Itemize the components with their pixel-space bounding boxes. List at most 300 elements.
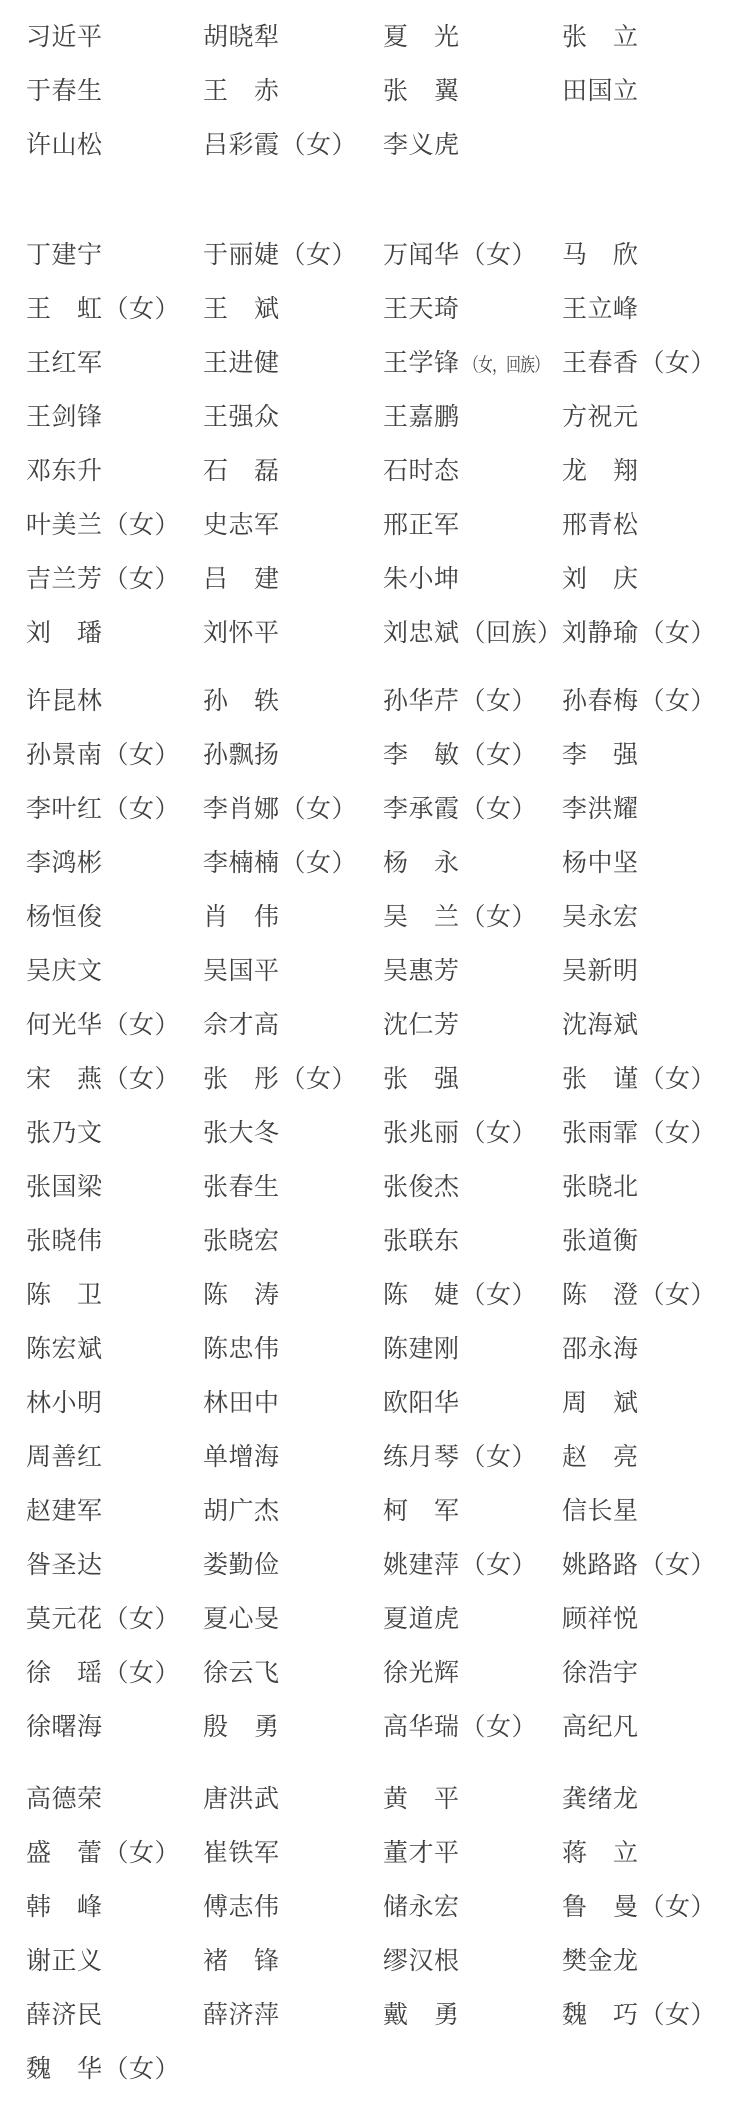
name-cell (203, 1013, 383, 1038)
name-cell (26, 1391, 203, 1416)
name-cell (562, 2003, 750, 2028)
name-cell (203, 459, 383, 484)
person-name: 吴永宏 (562, 903, 639, 931)
name-cell (26, 797, 203, 822)
gender-note: （女） (103, 565, 181, 593)
name-cell (383, 851, 562, 876)
gender-note: （女） (103, 1605, 181, 1633)
name-row (26, 1646, 750, 1700)
person-name: 邓东升 (26, 457, 103, 485)
name-section-group-4 (26, 1772, 750, 2096)
person-name: 宋 燕 (26, 1065, 103, 1093)
name-cell (562, 1895, 750, 1920)
person-name: 陈 澄 (562, 1281, 639, 1309)
name-cell (383, 2003, 562, 2028)
gender-note: （女） (639, 1119, 717, 1147)
name-cell (203, 133, 383, 158)
person-name: 方祝元 (562, 403, 639, 431)
name-cell (203, 743, 383, 768)
name-row (26, 1592, 750, 1646)
person-name: 刘忠斌 (383, 619, 460, 647)
gender-note: （女） (639, 687, 717, 715)
name-cell (26, 1607, 203, 1632)
person-name: 魏 华 (26, 2055, 103, 2083)
name-cell (562, 1553, 750, 1578)
gender-note: （女） (103, 1839, 181, 1867)
person-name: 张联东 (383, 1227, 460, 1255)
name-cell (383, 1391, 562, 1416)
name-row (26, 1376, 750, 1430)
name-row (26, 498, 750, 552)
gender-note: （女） (639, 2001, 717, 2029)
person-name: 陈建刚 (383, 1335, 460, 1363)
person-name: 韩 峰 (26, 1893, 103, 1921)
person-name: 黄 平 (383, 1785, 460, 1813)
gender-note: （女） (280, 795, 358, 823)
name-cell (383, 797, 562, 822)
name-cell (383, 1553, 562, 1578)
gender-note: （女） (460, 1281, 538, 1309)
name-cell (203, 689, 383, 714)
name-cell (383, 243, 562, 268)
name-cell (383, 1841, 562, 1866)
person-name: 杨恒俊 (26, 903, 103, 931)
name-cell (383, 1787, 562, 1812)
name-row (26, 782, 750, 836)
name-cell (562, 25, 750, 50)
person-name: 薛济萍 (203, 2001, 280, 2029)
person-name: 昝圣达 (26, 1551, 103, 1579)
person-name: 赵建军 (26, 1497, 103, 1525)
gender-note: （女） (460, 1713, 538, 1741)
name-row (26, 1160, 750, 1214)
name-cell (26, 851, 203, 876)
person-name: 蒋 立 (562, 1839, 639, 1867)
name-row (26, 118, 750, 172)
name-cell (562, 1283, 750, 1308)
name-cell (383, 351, 562, 376)
person-name: 何光华 (26, 1011, 103, 1039)
person-name: 高华瑞 (383, 1713, 460, 1741)
name-cell (26, 133, 203, 158)
name-row (26, 606, 750, 660)
person-name: 吴惠芳 (383, 957, 460, 985)
name-cell (26, 1445, 203, 1470)
person-name: 吴庆文 (26, 957, 103, 985)
person-name: 陈 婕 (383, 1281, 460, 1309)
name-cell (562, 743, 750, 768)
name-cell (562, 1445, 750, 1470)
person-name: 王红军 (26, 349, 103, 377)
name-cell (203, 1787, 383, 1812)
name-cell (562, 1661, 750, 1686)
name-cell (383, 405, 562, 430)
name-cell (562, 243, 750, 268)
name-row (26, 674, 750, 728)
name-cell (26, 1175, 203, 1200)
gender-note: （女） (460, 687, 538, 715)
person-name: 李肖娜 (203, 795, 280, 823)
name-cell (562, 1229, 750, 1254)
name-cell (383, 1715, 562, 1740)
person-name: 王学锋 (383, 349, 460, 377)
person-name: 陈 卫 (26, 1281, 103, 1309)
gender-note: （女） (103, 295, 181, 323)
person-name: 王强众 (203, 403, 280, 431)
gender-ethnicity-note: （女，回族） (463, 354, 548, 376)
name-cell (26, 513, 203, 538)
person-name: 胡晓犁 (203, 23, 280, 51)
name-cell (203, 1121, 383, 1146)
name-cell (383, 1499, 562, 1524)
person-name: 林田中 (203, 1389, 280, 1417)
person-name: 傅志伟 (203, 1893, 280, 1921)
name-cell (203, 1175, 383, 1200)
person-name: 杨中坚 (562, 849, 639, 877)
name-row (26, 1826, 750, 1880)
person-name: 刘 庆 (562, 565, 639, 593)
person-name: 柯 军 (383, 1497, 460, 1525)
name-cell (203, 1337, 383, 1362)
name-cell (203, 1067, 383, 1092)
person-name: 娄勤俭 (203, 1551, 280, 1579)
name-cell (203, 1283, 383, 1308)
person-name: 王 赤 (203, 77, 280, 105)
gender-note: （女） (103, 795, 181, 823)
name-cell (26, 959, 203, 984)
person-name: 张兆丽 (383, 1119, 460, 1147)
gender-note: （女） (460, 1551, 538, 1579)
name-cell (203, 851, 383, 876)
name-cell (562, 1607, 750, 1632)
name-cell (203, 959, 383, 984)
person-name: 刘 璠 (26, 619, 103, 647)
name-cell (26, 905, 203, 930)
gender-note: （女） (639, 1065, 717, 1093)
name-row (26, 228, 750, 282)
person-name: 张 谨 (562, 1065, 639, 1093)
name-cell (26, 459, 203, 484)
name-cell (383, 1337, 562, 1362)
person-name: 佘才高 (203, 1011, 280, 1039)
person-name: 唐洪武 (203, 1785, 280, 1813)
person-name: 高德荣 (26, 1785, 103, 1813)
name-cell (383, 1949, 562, 1974)
name-cell (26, 1787, 203, 1812)
name-cell (562, 297, 750, 322)
person-name: 王立峰 (562, 295, 639, 323)
gender-note: （女） (460, 903, 538, 931)
person-name: 鲁 曼 (562, 1893, 639, 1921)
person-name: 谢正义 (26, 1947, 103, 1975)
name-cell (562, 1949, 750, 1974)
person-name: 李洪耀 (562, 795, 639, 823)
name-cell (203, 513, 383, 538)
gender-note: （女） (103, 1011, 181, 1039)
person-name: 徐光辉 (383, 1659, 460, 1687)
name-row (26, 336, 750, 390)
person-name: 樊金龙 (562, 1947, 639, 1975)
name-cell (26, 405, 203, 430)
person-name: 丁建宁 (26, 241, 103, 269)
name-cell (26, 79, 203, 104)
person-name: 缪汉根 (383, 1947, 460, 1975)
name-row (26, 1430, 750, 1484)
person-name: 吴国平 (203, 957, 280, 985)
person-name: 吉兰芳 (26, 565, 103, 593)
person-name: 张晓伟 (26, 1227, 103, 1255)
name-cell (562, 459, 750, 484)
gender-note: （女） (280, 1065, 358, 1093)
gender-note: （女） (460, 1443, 538, 1471)
name-cell (26, 297, 203, 322)
person-name: 于丽婕 (203, 241, 280, 269)
name-row (26, 1322, 750, 1376)
name-cell (26, 1841, 203, 1866)
name-cell (26, 1013, 203, 1038)
gender-note: （女） (103, 1659, 181, 1687)
name-cell (383, 1175, 562, 1200)
person-name: 崔铁军 (203, 1839, 280, 1867)
name-row (26, 1880, 750, 1934)
name-section-group-2 (26, 228, 750, 660)
person-name: 夏道虎 (383, 1605, 460, 1633)
person-name: 孙景南 (26, 741, 103, 769)
name-cell (26, 1337, 203, 1362)
person-name: 马 欣 (562, 241, 639, 269)
name-row (26, 1700, 750, 1754)
name-row (26, 998, 750, 1052)
person-name: 顾祥悦 (562, 1605, 639, 1633)
name-cell (26, 351, 203, 376)
person-name: 龙 翔 (562, 457, 639, 485)
name-cell (26, 1499, 203, 1524)
name-row (26, 552, 750, 606)
name-cell (203, 1661, 383, 1686)
person-name: 习近平 (26, 23, 103, 51)
person-name: 王进健 (203, 349, 280, 377)
person-name: 邵永海 (562, 1335, 639, 1363)
gender-note: （女） (639, 1551, 717, 1579)
gender-note: （女） (460, 1119, 538, 1147)
gender-note: （女） (639, 619, 717, 647)
name-row (26, 890, 750, 944)
person-name: 孙飘扬 (203, 741, 280, 769)
person-name: 王春香 (562, 349, 639, 377)
gender-note: （女） (103, 741, 181, 769)
person-name: 王嘉鹏 (383, 403, 460, 431)
name-cell (203, 1499, 383, 1524)
person-name: 张晓北 (562, 1173, 639, 1201)
person-name: 单增海 (203, 1443, 280, 1471)
name-cell (383, 1229, 562, 1254)
name-cell (383, 621, 562, 646)
person-name: 林小明 (26, 1389, 103, 1417)
name-row (26, 728, 750, 782)
name-cell (562, 1175, 750, 1200)
person-name: 周善红 (26, 1443, 103, 1471)
name-cell (26, 689, 203, 714)
name-cell (203, 297, 383, 322)
person-name: 沈海斌 (562, 1011, 639, 1039)
name-cell (383, 1661, 562, 1686)
gender-note: （女） (103, 2055, 181, 2083)
name-cell (562, 1121, 750, 1146)
person-name: 邢正军 (383, 511, 460, 539)
person-name: 许山松 (26, 131, 103, 159)
name-cell (383, 905, 562, 930)
name-cell (26, 243, 203, 268)
person-name: 叶美兰 (26, 511, 103, 539)
name-cell (26, 1553, 203, 1578)
name-cell (203, 1895, 383, 1920)
name-cell (203, 1445, 383, 1470)
person-name: 田国立 (562, 77, 639, 105)
person-name: 徐曙海 (26, 1713, 103, 1741)
person-name: 吴 兰 (383, 903, 460, 931)
name-cell (562, 1067, 750, 1092)
name-row (26, 390, 750, 444)
name-cell (26, 2057, 203, 2082)
person-name: 董才平 (383, 1839, 460, 1867)
person-name: 肖 伟 (203, 903, 280, 931)
person-name: 褚 锋 (203, 1947, 280, 1975)
name-row (26, 444, 750, 498)
person-name: 魏 巧 (562, 2001, 639, 2029)
name-row (26, 1268, 750, 1322)
person-name: 胡广杰 (203, 1497, 280, 1525)
name-cell (383, 513, 562, 538)
name-cell (203, 2003, 383, 2028)
gender-note: （女） (280, 241, 358, 269)
name-row (26, 10, 750, 64)
person-name: 徐 瑶 (26, 1659, 103, 1687)
name-cell (26, 567, 203, 592)
person-name: 戴 勇 (383, 2001, 460, 2029)
name-cell (203, 1553, 383, 1578)
name-row (26, 282, 750, 336)
name-list-sections (26, 10, 750, 2096)
person-name: 吕 建 (203, 565, 280, 593)
person-name: 许昆林 (26, 687, 103, 715)
name-cell (562, 851, 750, 876)
person-name: 欧阳华 (383, 1389, 460, 1417)
person-name: 于春生 (26, 77, 103, 105)
person-name: 刘静瑜 (562, 619, 639, 647)
name-cell (562, 621, 750, 646)
name-cell (383, 567, 562, 592)
person-name: 陈忠伟 (203, 1335, 280, 1363)
name-row (26, 1934, 750, 1988)
name-cell (562, 1013, 750, 1038)
name-cell (383, 1013, 562, 1038)
person-name: 盛 蕾 (26, 1839, 103, 1867)
person-name: 孙 轶 (203, 687, 280, 715)
person-name: 殷 勇 (203, 1713, 280, 1741)
gender-note: （女） (460, 241, 538, 269)
person-name: 刘怀平 (203, 619, 280, 647)
name-cell (562, 79, 750, 104)
name-cell (203, 621, 383, 646)
name-cell (203, 1715, 383, 1740)
person-name: 张道衡 (562, 1227, 639, 1255)
gender-note: （女） (103, 1065, 181, 1093)
name-row (26, 64, 750, 118)
name-cell (562, 1391, 750, 1416)
name-cell (26, 1067, 203, 1092)
person-name: 陈 涛 (203, 1281, 280, 1309)
person-name: 李楠楠 (203, 849, 280, 877)
person-name: 薛济民 (26, 2001, 103, 2029)
name-row (26, 1052, 750, 1106)
person-name: 龚绪龙 (562, 1785, 639, 1813)
name-cell (383, 743, 562, 768)
person-name: 石 磊 (203, 457, 280, 485)
name-cell (562, 351, 750, 376)
person-name: 陈宏斌 (26, 1335, 103, 1363)
person-name: 姚建萍 (383, 1551, 460, 1579)
name-cell (562, 405, 750, 430)
name-cell (383, 459, 562, 484)
name-cell (203, 1841, 383, 1866)
person-name: 夏 光 (383, 23, 460, 51)
person-name: 杨 永 (383, 849, 460, 877)
person-name: 邢青松 (562, 511, 639, 539)
gender-note: （女） (280, 849, 358, 877)
gender-note: （女） (639, 349, 717, 377)
person-name: 万闻华 (383, 241, 460, 269)
person-name: 孙春梅 (562, 687, 639, 715)
person-name: 夏心旻 (203, 1605, 280, 1633)
person-name: 高纪凡 (562, 1713, 639, 1741)
name-cell (383, 1121, 562, 1146)
person-name: 王 虹 (26, 295, 103, 323)
name-section-group-1 (26, 10, 750, 172)
name-cell (383, 959, 562, 984)
name-row (26, 1214, 750, 1268)
person-name: 李鸿彬 (26, 849, 103, 877)
name-cell (562, 567, 750, 592)
name-cell (26, 1661, 203, 1686)
person-name: 王剑锋 (26, 403, 103, 431)
person-name: 石时态 (383, 457, 460, 485)
person-name: 张大冬 (203, 1119, 280, 1147)
name-cell (562, 905, 750, 930)
name-cell (203, 905, 383, 930)
name-cell (203, 1949, 383, 1974)
name-cell (562, 1337, 750, 1362)
name-row (26, 1772, 750, 1826)
name-cell (26, 1121, 203, 1146)
person-name: 张 强 (383, 1065, 460, 1093)
gender-note: （女） (280, 131, 358, 159)
name-cell (26, 25, 203, 50)
person-name: 赵 亮 (562, 1443, 639, 1471)
person-name: 孙华芹 (383, 687, 460, 715)
gender-note: （女） (103, 511, 181, 539)
person-name: 朱小坤 (383, 565, 460, 593)
name-cell (383, 1283, 562, 1308)
person-name: 莫元花 (26, 1605, 103, 1633)
name-cell (26, 1283, 203, 1308)
person-name: 周 斌 (562, 1389, 639, 1417)
name-cell (383, 1895, 562, 1920)
person-name: 张 彤 (203, 1065, 280, 1093)
gender-note: （女） (639, 1281, 717, 1309)
name-cell (26, 621, 203, 646)
person-name: 史志军 (203, 511, 280, 539)
name-cell (203, 405, 383, 430)
